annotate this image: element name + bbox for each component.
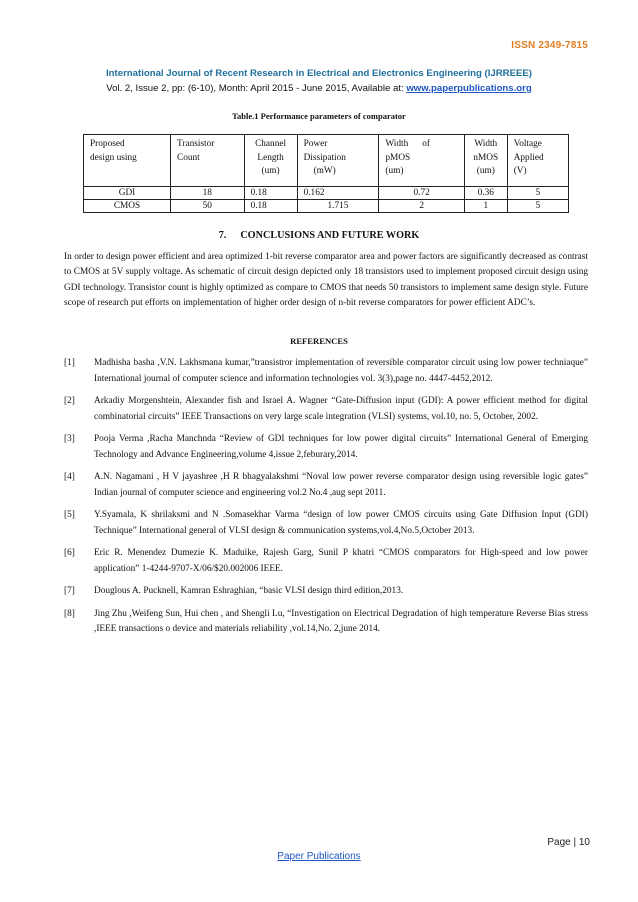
table-cell: 0.18 [244,200,297,213]
header-text: pMOS [385,152,411,163]
reference-index: [2] [64,396,75,406]
reference-item [64,394,588,425]
table-header-row [84,135,569,187]
section-title: CONCLUSIONS AND FUTURE WORK [240,230,420,241]
table-cell: CMOS [84,200,171,213]
header-text: Width [474,139,498,149]
table-cell: 0.72 [379,187,464,200]
header-text: Power [303,139,328,149]
header-text: Proposed [90,139,125,149]
reference-item [64,607,588,638]
table-cell: 5 [507,200,568,213]
header-text: Applied [513,152,544,163]
header-text: (um) [476,166,495,176]
issn-label: ISSN 2349-7815 [511,40,588,51]
reference-text: Jing Zhu ,Weifeng Sun, Hui chen , and Shengli Lu, “Investigation on Electrical Degradation of high temperature Reverse Bias stress ,IEEE transactions o device and materials reliability ,vol.14,No. 2,june 2014. [94,608,588,634]
reference-item [64,584,588,600]
header-text: (mW) [313,166,336,176]
table-cell: 2 [379,200,464,213]
references-heading: REFERENCES [290,336,348,346]
table-cell: 5 [507,187,568,200]
header-text: (V) [513,166,527,176]
table-caption: Table.1 Performance parameters of comparator [232,111,406,121]
reference-text: Douglous A. Pucknell, Kamran Eshraghian, “basic VLSI design third edition,2013. [94,586,404,596]
table-cell: GDI [84,187,171,200]
header-cell-width-nmos [464,135,507,187]
header-text: Voltage [513,139,542,149]
reference-item [64,356,588,387]
reference-index: [5] [64,510,75,520]
header-cell-proposed [84,135,171,187]
reference-index: [7] [64,586,75,596]
header-cell-channel [244,135,297,187]
reference-text: Arkadiy Morgenshtein, Alexander fish and Israel A. Wagner “Gate-Diffusion input (GDI): A power efficient method for digital combinatorial circuits” IEEE Transactions on very large scale integration (VLSI) systems, vol.10, no. 5, October, 2002. [94,396,588,422]
header-text: Length [257,152,284,163]
journal-title: International Journal of Recent Research in Electrical and Electronics Engineering (IJRREEE) [106,68,532,79]
page-number: Page | 10 [547,837,590,848]
reference-text: Pooja Verma ,Racha Manchnda “Review of GDI techniques for low power digital circuits” International General of Emerging Technology and Advance Engineering,volume 4,issue 2,feburary,2014. [94,434,588,460]
table-cell: 1.715 [297,200,379,213]
header-text: Width of [385,139,430,149]
table-cell: 0.162 [297,187,379,200]
reference-index: [1] [64,358,75,368]
table-cell: 50 [171,200,245,213]
header-text: Transistor [177,139,215,149]
journal-url-link[interactable]: www.paperpublications.org [406,83,532,94]
table-cell: 1 [464,200,507,213]
header-text: design using [90,152,137,163]
reference-item [64,508,588,539]
table-row [84,187,569,200]
header-text: (um) [385,166,404,176]
header-cell-transistor [171,135,245,187]
reference-item [64,470,588,501]
journal-meta-text: Vol. 2, Issue 2, pp: (6-10), Month: April 2015 - June 2015, Available at: [106,83,407,94]
reference-text: Eric R. Menendez Dumezie K. Maduike, Rajesh Garg, Sunil P khatri “CMOS comparators for High-speed and low power application” 1-4244-9707-X/06/$20.002006 IEEE. [94,548,588,574]
reference-item [64,546,588,577]
reference-text: Madhisha basha ,V.N. Lakhsmana kumar,”transistror implementation of reversible comparator circuit using low power techniaque” International journal of computer science and information technologies vol. 3(3),page no. 4447-4452,2012. [94,358,588,384]
reference-text: Y.Syamala, K shrilaksmi and N .Somasekhar Varma “design of low power CMOS circuits using Gate Diffusion Input (GDI) Technique” International general of VLSI design & communication systems,vol.4,No.5,October 2013. [94,510,588,536]
table-cell: 0.36 [464,187,507,200]
header-text: Dissipation [303,152,346,163]
performance-table [83,134,569,213]
header-text: nMOS [473,152,499,163]
journal-meta [0,83,638,94]
reference-index: [6] [64,548,75,558]
header-text: Channel [255,139,287,149]
header-cell-voltage [507,135,568,187]
reference-item [64,432,588,463]
reference-text: A.N. Nagamani , H V jayashree ,H R bhagyalakshmi “Noval low power reverse comparator design using reversible logic gates” Indian journal of computer science and engineering vol.2 No.4 ,aug sept 2011. [94,472,588,498]
table-row [84,200,569,213]
section-heading [0,230,638,241]
table-cell: 0.18 [244,187,297,200]
reference-index: [4] [64,472,75,482]
conclusion-paragraph: In order to design power efficient and area optimized 1-bit reverse comparator area and power factors are significantly decreased as contrast to CMOS at 5V supply voltage. As schematic of circuit design depicted only 18 transistors used to implement proposed circuit design using GDI technology. Transistor count is highly optimized as compare to CMOS that needs 50 transistors to implement same design style. Future scope of research put efforts on implementation of higher order design of n-bit reverse comparators for power efficient ADC’s. [64,252,588,309]
header-cell-width-pmos [379,135,464,187]
reference-index: [3] [64,434,75,444]
header-text: (um) [261,166,280,176]
header-cell-power [297,135,379,187]
references-list [64,356,588,645]
table-cell: 18 [171,187,245,200]
reference-index: [8] [64,608,75,619]
publisher-link[interactable]: Paper Publications [277,851,361,862]
header-text: Count [177,152,200,163]
section-number: 7. [218,230,227,241]
